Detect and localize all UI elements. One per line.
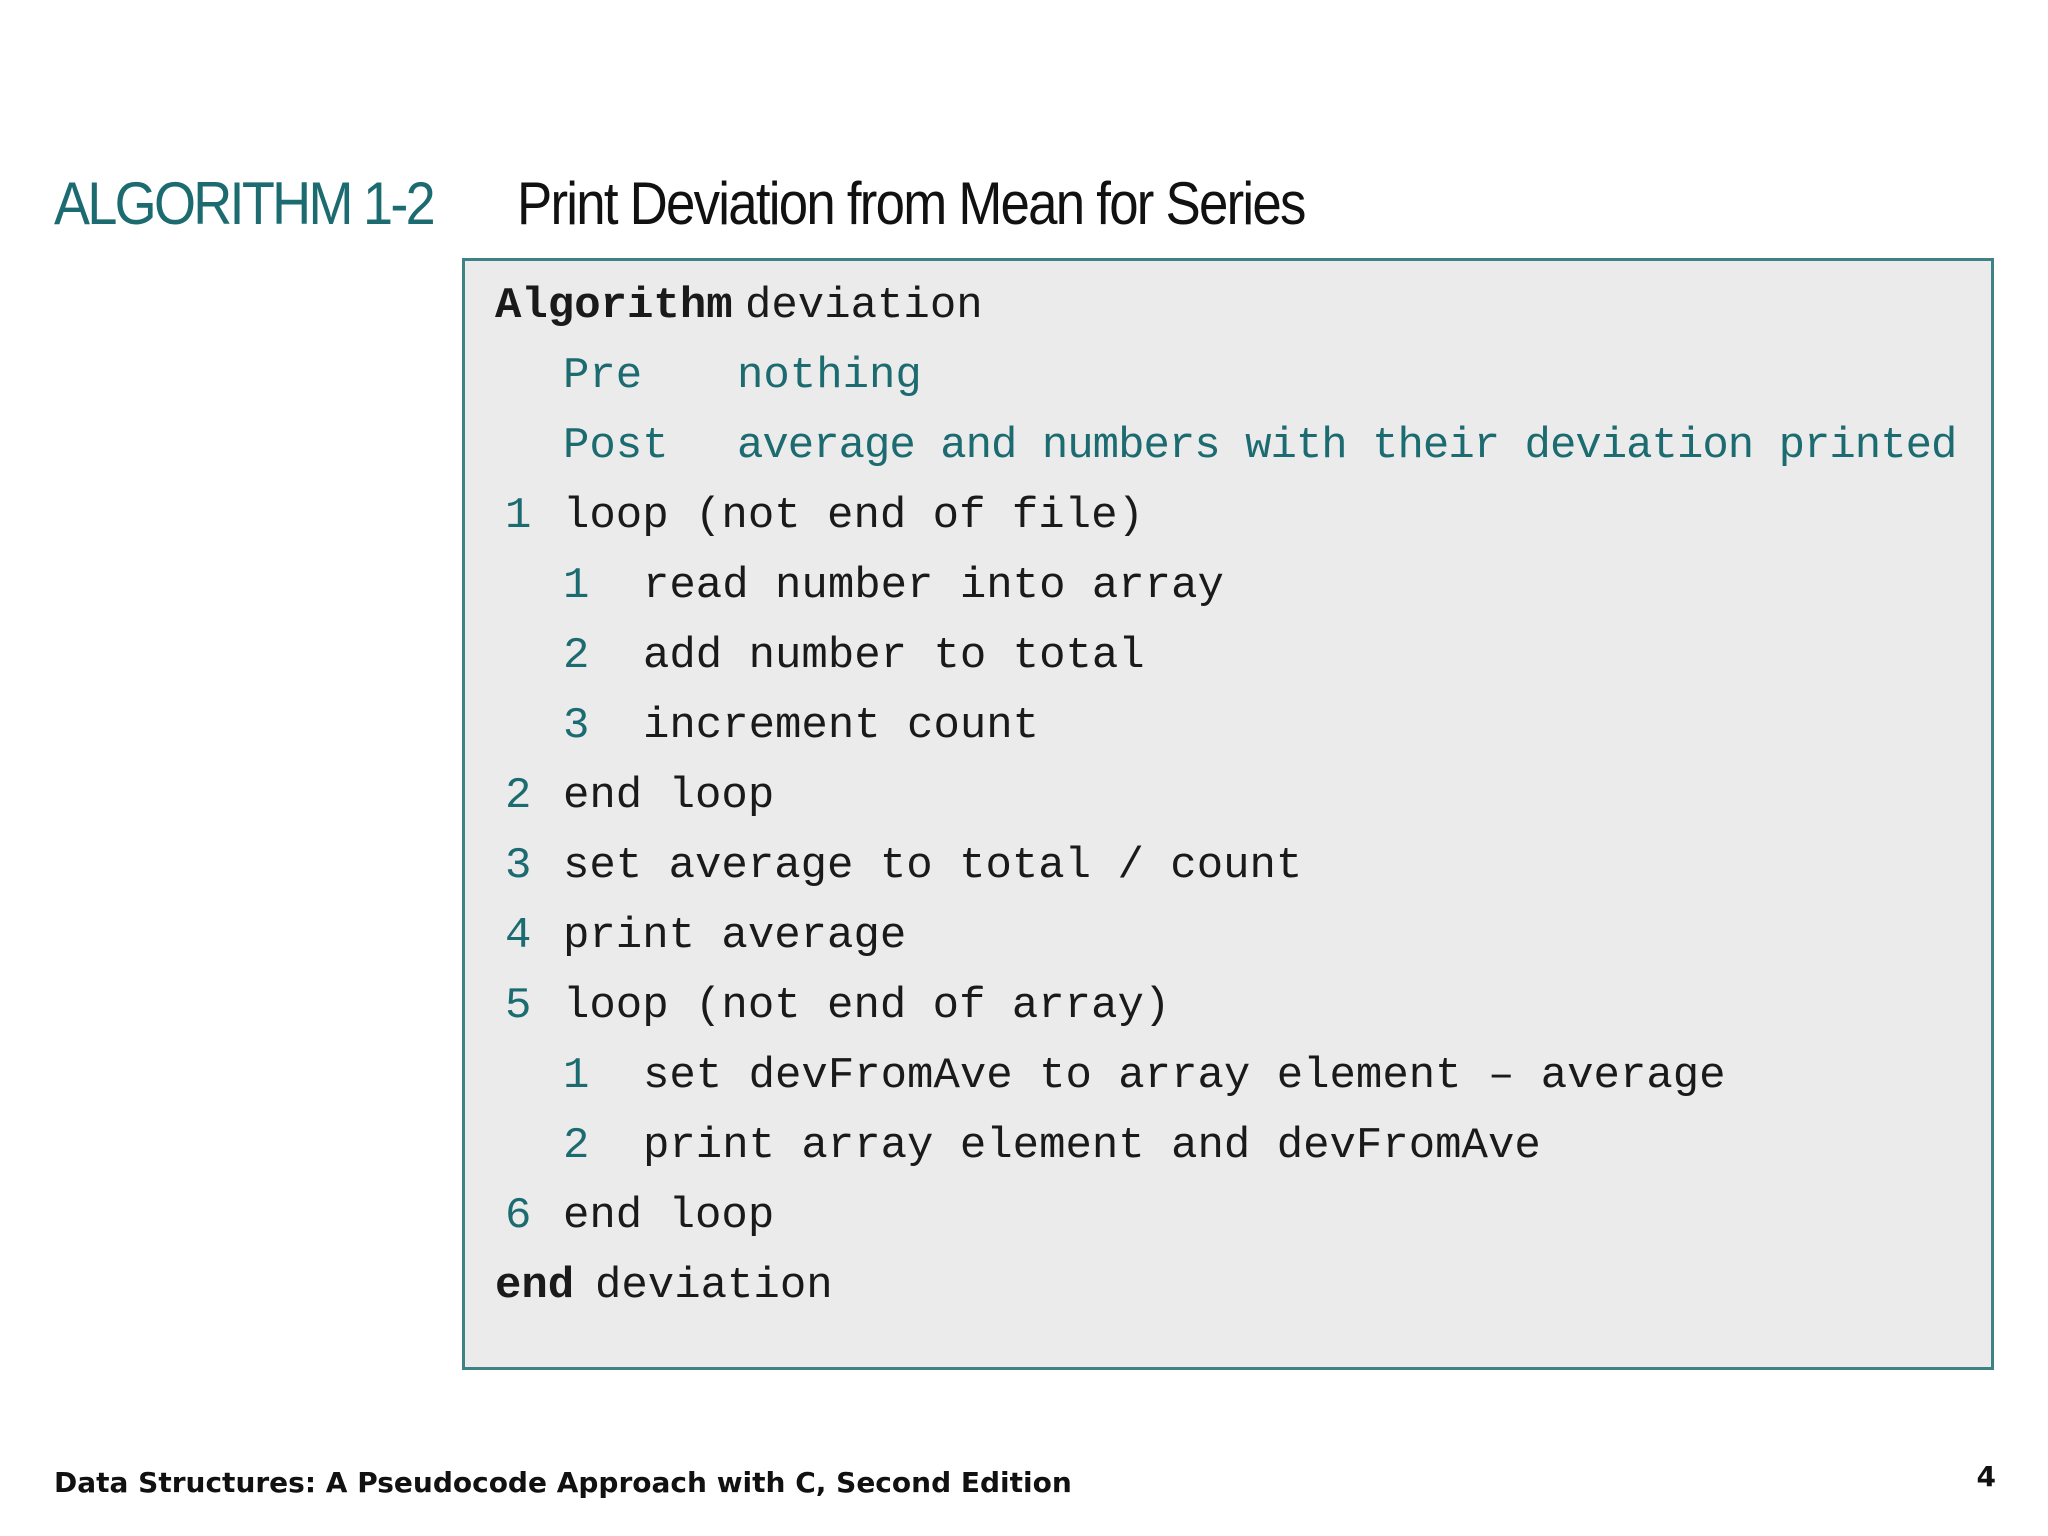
line-text: loop (not end of array) — [563, 981, 1171, 1031]
line-number: 1 — [563, 1051, 590, 1101]
code-head-line — [465, 271, 983, 341]
line-text: print average — [563, 911, 907, 961]
line-text: add number to total — [643, 631, 1145, 681]
line-number: 2 — [505, 771, 532, 821]
line-number: 2 — [563, 1121, 590, 1171]
code-pre-line — [465, 341, 922, 411]
line-number: 3 — [505, 841, 532, 891]
code-line-2 — [465, 761, 775, 831]
code-line-5-2 — [465, 1111, 1541, 1181]
footer-page-number: 4 — [1976, 1460, 1996, 1493]
line-text: set devFromAve to array element – average — [643, 1051, 1726, 1101]
algorithm-header — [54, 148, 1412, 238]
code-line-1-1 — [465, 551, 1224, 621]
algorithm-label: ALGORITHM 1-2 — [54, 170, 433, 237]
code-line-6 — [465, 1181, 775, 1251]
line-number: 2 — [563, 631, 590, 681]
post-text: average and numbers with their deviation printed — [737, 421, 1957, 471]
line-number: 3 — [563, 701, 590, 751]
code-line-4 — [465, 901, 907, 971]
line-text: set average to total / count — [563, 841, 1303, 891]
code-line-1-2 — [465, 621, 1145, 691]
head-keyword: Algorithm — [495, 281, 733, 331]
footer-book-title: Data Structures: A Pseudocode Approach with C, Second Edition — [54, 1466, 1072, 1499]
algorithm-title: Print Deviation from Mean for Series — [517, 170, 1305, 237]
code-line-5-1 — [465, 1041, 1726, 1111]
line-text: increment count — [643, 701, 1040, 751]
code-line-5 — [465, 971, 1171, 1041]
line-text: end loop — [563, 771, 775, 821]
head-name: deviation — [745, 281, 983, 331]
end-name: deviation — [595, 1261, 833, 1311]
line-text: loop (not end of file) — [563, 491, 1144, 541]
code-line-1-3 — [465, 691, 1040, 761]
line-number: 1 — [563, 561, 590, 611]
code-end-line — [465, 1251, 833, 1321]
line-text: print array element and devFromAve — [643, 1121, 1541, 1171]
line-text: read number into array — [643, 561, 1224, 611]
line-number: 1 — [505, 491, 532, 541]
pseudocode-box — [462, 258, 1994, 1370]
code-line-1 — [465, 481, 1144, 551]
code-line-3 — [465, 831, 1303, 901]
line-number: 6 — [505, 1191, 532, 1241]
code-post-line — [465, 411, 1957, 481]
post-label: Post — [563, 421, 669, 471]
line-number: 4 — [505, 911, 532, 961]
pre-label: Pre — [563, 351, 643, 401]
line-text: end loop — [563, 1191, 775, 1241]
pre-text: nothing — [737, 351, 922, 401]
line-number: 5 — [505, 981, 532, 1031]
end-keyword: end — [495, 1261, 575, 1311]
